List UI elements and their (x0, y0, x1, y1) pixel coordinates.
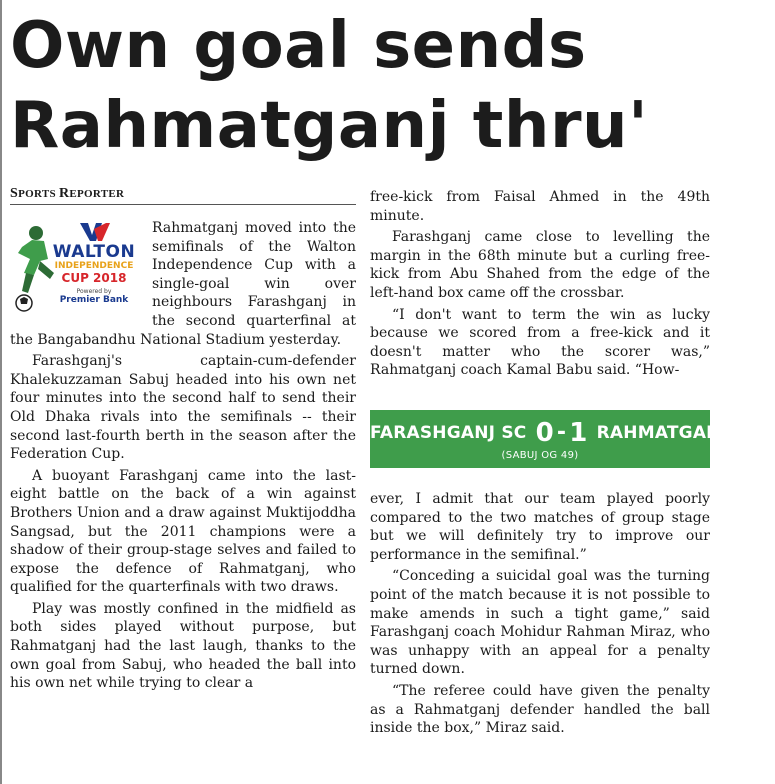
byline-initial-1: S (10, 186, 19, 201)
home-goals: 0 (535, 418, 554, 448)
byline-rest-2: EPORTER (69, 188, 125, 200)
logo-line2: CUP 2018 (61, 271, 127, 285)
logo-sponsor: Premier Bank (59, 295, 129, 305)
paragraph: “Conceding a suicidal goal was the turning point of the match because it is not possible to make amends in such a tight game,” said Farashganj coach Mohidur Rahman Miraz, who was unhappy with an appeal for a penalty turned down. (370, 568, 710, 678)
paragraph: free-kick from Faisal Ahmed in the 49th minute. (370, 189, 710, 224)
article-column-right-top (370, 188, 710, 383)
paragraph: Farashganj came close to levelling the margin in the 68th minute but a curling free-kick from Abu Shahed from the edge of the left-hand box came off the crossbar. (370, 229, 710, 301)
byline-initial-2: R (58, 186, 70, 201)
away-goals: 1 (569, 418, 588, 448)
goal-scorer: (SABUJ OG 49) (501, 450, 579, 461)
logo-line1: INDEPENDENCE (54, 261, 134, 271)
tournament-logo (10, 219, 146, 317)
paragraph: ever, I admit that our team played poorly compared to the two matches of group stage but we will definitely try to improve our performance in the semifinal.” (370, 491, 710, 563)
score-separator: - (556, 420, 567, 445)
away-team: RAHMATGANJ MFS (596, 423, 775, 443)
paragraph: “I don't want to term the win as lucky because we scored from a free-kick and it doesn't matter who the scorer was,” Rahmatganj coach Kamal Babu said. “How- (370, 306, 710, 379)
paragraph: Farashganj's captain-cum-defender Khalekuzzaman Sabuj headed into his own net four minutes into the second half to send their Old Dhaka rivals into the semifinals -- their second last-fourth berth in the season after the Federation Cup. (10, 353, 356, 463)
logo-sponsor-prefix: Powered by (76, 288, 112, 295)
page-edge-rule (0, 0, 2, 784)
article-column-left (10, 219, 356, 696)
paragraph: “The referee could have given the penalty as a Rahmatganj defender handled the ball inside the box,” Miraz said. (370, 682, 710, 737)
byline-rest-1: PORTS (18, 188, 59, 200)
score-line (370, 418, 775, 448)
paragraph: Rahmatganj moved into the semifinals of the Walton Independence Cup with a single-goal win over neighbours Farashganj in the second quarterfinal at the Bangabandhu National Stadium yesterday. (10, 220, 356, 348)
article-column-right-bottom (370, 490, 710, 741)
headline: Own goal sends Rahmatganj thru' (10, 9, 649, 163)
match-score-box (370, 410, 775, 468)
byline (10, 186, 356, 205)
home-team: FARASHGANJ SC (370, 423, 527, 443)
paragraph: A buoyant Farashganj came into the last-eight battle on the back of a win against Brothers Union and a draw against Muktijoddha Sangsad, but the 2011 champions were a shadow of their group-stage selves and failed to expose the defence of Rahmatganj, who qualified for the quarterfinals with two draws. (10, 467, 356, 596)
paragraph: Play was mostly confined in the midfield as both sides played without purpose, but Rahmatganj had the last laugh, thanks to the own goal from Sabuj, who headed the ball into his own net while trying to clear a (10, 600, 356, 692)
logo-brand: WALTON (52, 242, 136, 262)
